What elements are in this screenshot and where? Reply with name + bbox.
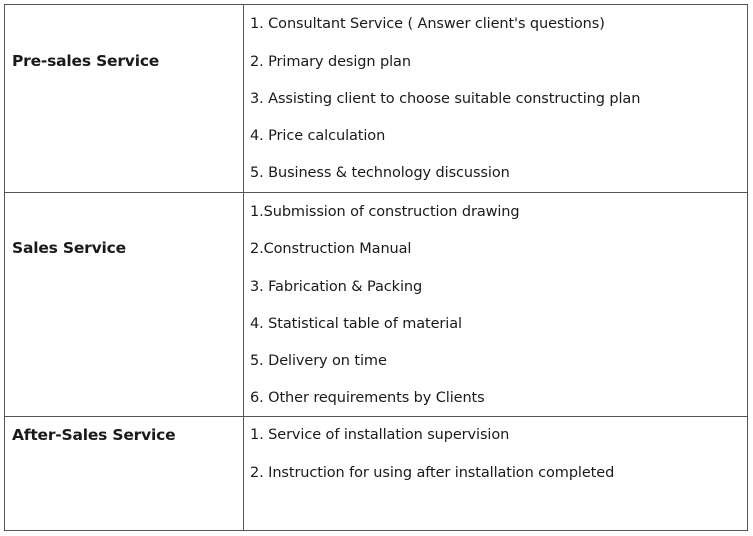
table-row-aftersales bbox=[5, 417, 748, 531]
list-item: 5. Business & technology discussion bbox=[250, 165, 510, 181]
list-item: 6. Other requirements by Clients bbox=[250, 390, 485, 406]
category-cell bbox=[5, 5, 244, 193]
list-item: 2. Primary design plan bbox=[250, 54, 411, 70]
table-row-sales bbox=[5, 193, 748, 417]
category-cell bbox=[5, 193, 244, 417]
items-cell bbox=[244, 5, 748, 193]
list-item: 4. Statistical table of material bbox=[250, 316, 462, 332]
service-table bbox=[4, 4, 748, 531]
list-item: 3. Assisting client to choose suitable constructing plan bbox=[250, 91, 641, 107]
category-cell bbox=[5, 417, 244, 531]
list-item: 1. Service of installation supervision bbox=[250, 427, 510, 443]
items-cell bbox=[244, 193, 748, 417]
category-label: After-Sales Service bbox=[12, 426, 176, 444]
list-item: 1. Consultant Service ( Answer client's questions) bbox=[250, 16, 605, 32]
category-label: Sales Service bbox=[12, 239, 126, 257]
list-item: 1.Submission of construction drawing bbox=[250, 204, 520, 220]
list-item: 2. Instruction for using after installation completed bbox=[250, 465, 615, 481]
category-label: Pre-sales Service bbox=[12, 52, 160, 70]
table-row-presales bbox=[5, 5, 748, 193]
list-item: 4. Price calculation bbox=[250, 128, 386, 144]
list-item: 5. Delivery on time bbox=[250, 353, 387, 369]
list-item: 2.Construction Manual bbox=[250, 241, 412, 257]
list-item: 3. Fabrication & Packing bbox=[250, 279, 423, 295]
items-cell bbox=[244, 417, 748, 531]
